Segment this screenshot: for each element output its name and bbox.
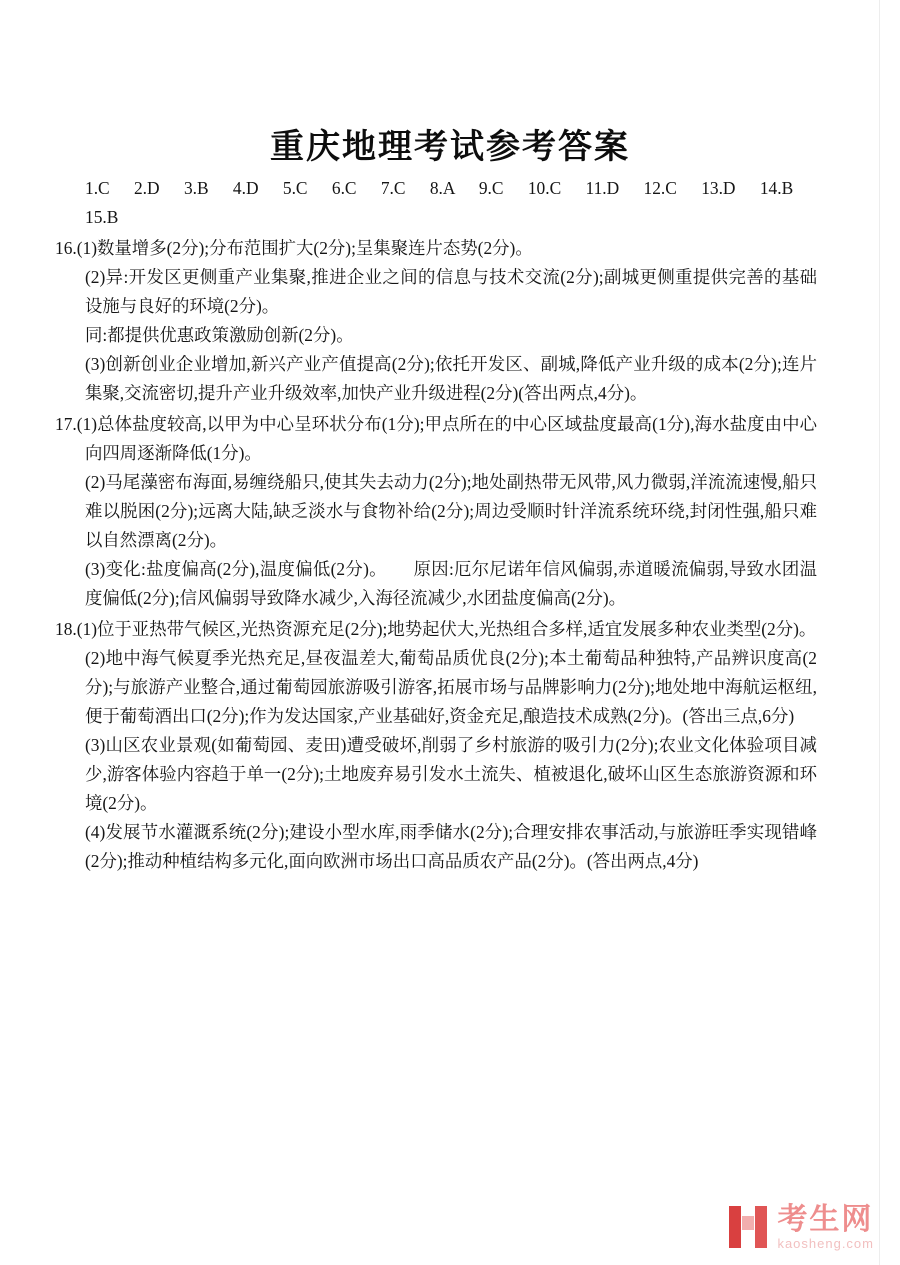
answer-part: (3)创新创业企业增加,新兴产业产值提高(2分);依托开发区、副城,降低产业升级的成本(2分);连片集聚,交流密切,提升产业升级效率,加快产业升级进程(2分)(答出两点,4分)。: [85, 354, 817, 403]
kaosheng-logo-icon: [727, 1204, 769, 1250]
answer-text: (1)总体盐度较高,以甲为中心呈环状分布(1分);甲点所在的中心区域盐度最高(1分),海水盐度由中心向四周逐渐降低(1分)。: [76, 414, 817, 463]
answer-part: (3)山区农业景观(如葡萄园、麦田)遭受破坏,削弱了乡村旅游的吸引力(2分);农业文化体验项目减少,游客体验内容趋于单一(2分);土地废弃易引发水土流失、植被退化,破坏山区生态旅游资源和环境(2分)。: [85, 735, 817, 813]
logo-bar-middle: [742, 1216, 754, 1230]
question-18: [55, 615, 817, 876]
answer-part: (2)马尾藻密布海面,易缠绕船只,使其失去动力(2分);地处副热带无风带,风力微弱,洋流流速慢,船只难以脱困(2分);远离大陆,缺乏淡水与食物补给(2分);周边受顺时针洋流系统环绕,封闭性强,船只难以自然漂离(2分)。: [85, 472, 817, 550]
answer-text: (1)数量增多(2分);分布范围扩大(2分);呈集聚连片态势(2分)。: [76, 238, 533, 258]
watermark-site-url: kaosheng.com: [777, 1236, 874, 1251]
page-title: 重庆地理考试参考答案: [270, 127, 630, 166]
answer-text: (1)位于亚热带气候区,光热资源充足(2分);地势起伏大,光热组合多样,适宜发展多种农业类型(2分)。: [76, 619, 817, 639]
answer-part: [55, 615, 817, 644]
answer-part: (2)地中海气候夏季光热充足,昼夜温差大,葡萄品质优良(2分);本土葡萄品种独特,产品辨识度高(2分);与旅游产业整合,通过葡萄园旅游吸引游客,拓展市场与品牌影响力(2分);地处地中海航运枢纽,便于葡萄酒出口(2分);作为发达国家,产业基础好,资金充足,酿造技术成熟(2分)。(答出三点,6分): [85, 648, 817, 726]
question-number: 16.: [55, 238, 77, 258]
question-16: [55, 234, 817, 408]
watermark-site-name: 考生网: [777, 1203, 874, 1236]
question-number: 17.: [55, 414, 77, 434]
answer-part: [55, 410, 817, 468]
logo-bar-left: [729, 1206, 741, 1248]
scan-edge-line: [879, 0, 880, 1265]
answer-part: [55, 234, 817, 263]
answer-part: (3)变化:盐度偏高(2分),温度偏低(2分)。 原因:厄尔尼诺年信风偏弱,赤道暖流偏弱,导致水团温度偏低(2分);信风偏弱导致降水减少,入海径流减少,水团盐度偏高(2分)。: [85, 559, 817, 608]
answer-content: [55, 174, 817, 876]
watermark-text: [777, 1204, 874, 1251]
question-number: 18.: [55, 619, 77, 639]
kaosheng-watermark: [727, 1204, 874, 1251]
choice-answers-line1: 1.C 2.D 3.B 4.D 5.C 6.C 7.C 8.A 9.C 10.C 11.D 12.C 13.D 14.B: [85, 178, 794, 198]
question-17: [55, 410, 817, 613]
answer-part: 同:都提供优惠政策激励创新(2分)。: [85, 325, 354, 345]
logo-bar-right: [755, 1206, 767, 1248]
choice-answers-line2: 15.B: [85, 207, 119, 227]
answer-part: (2)异:开发区更侧重产业集聚,推进企业之间的信息与技术交流(2分);副城更侧重提供完善的基础设施与良好的环境(2分)。: [85, 267, 817, 316]
answer-part: (4)发展节水灌溉系统(2分);建设小型水库,雨季储水(2分);合理安排农事活动,与旅游旺季实现错峰(2分);推动种植结构多元化,面向欧洲市场出口高品质农产品(2分)。(答出两点,4分): [85, 822, 817, 871]
